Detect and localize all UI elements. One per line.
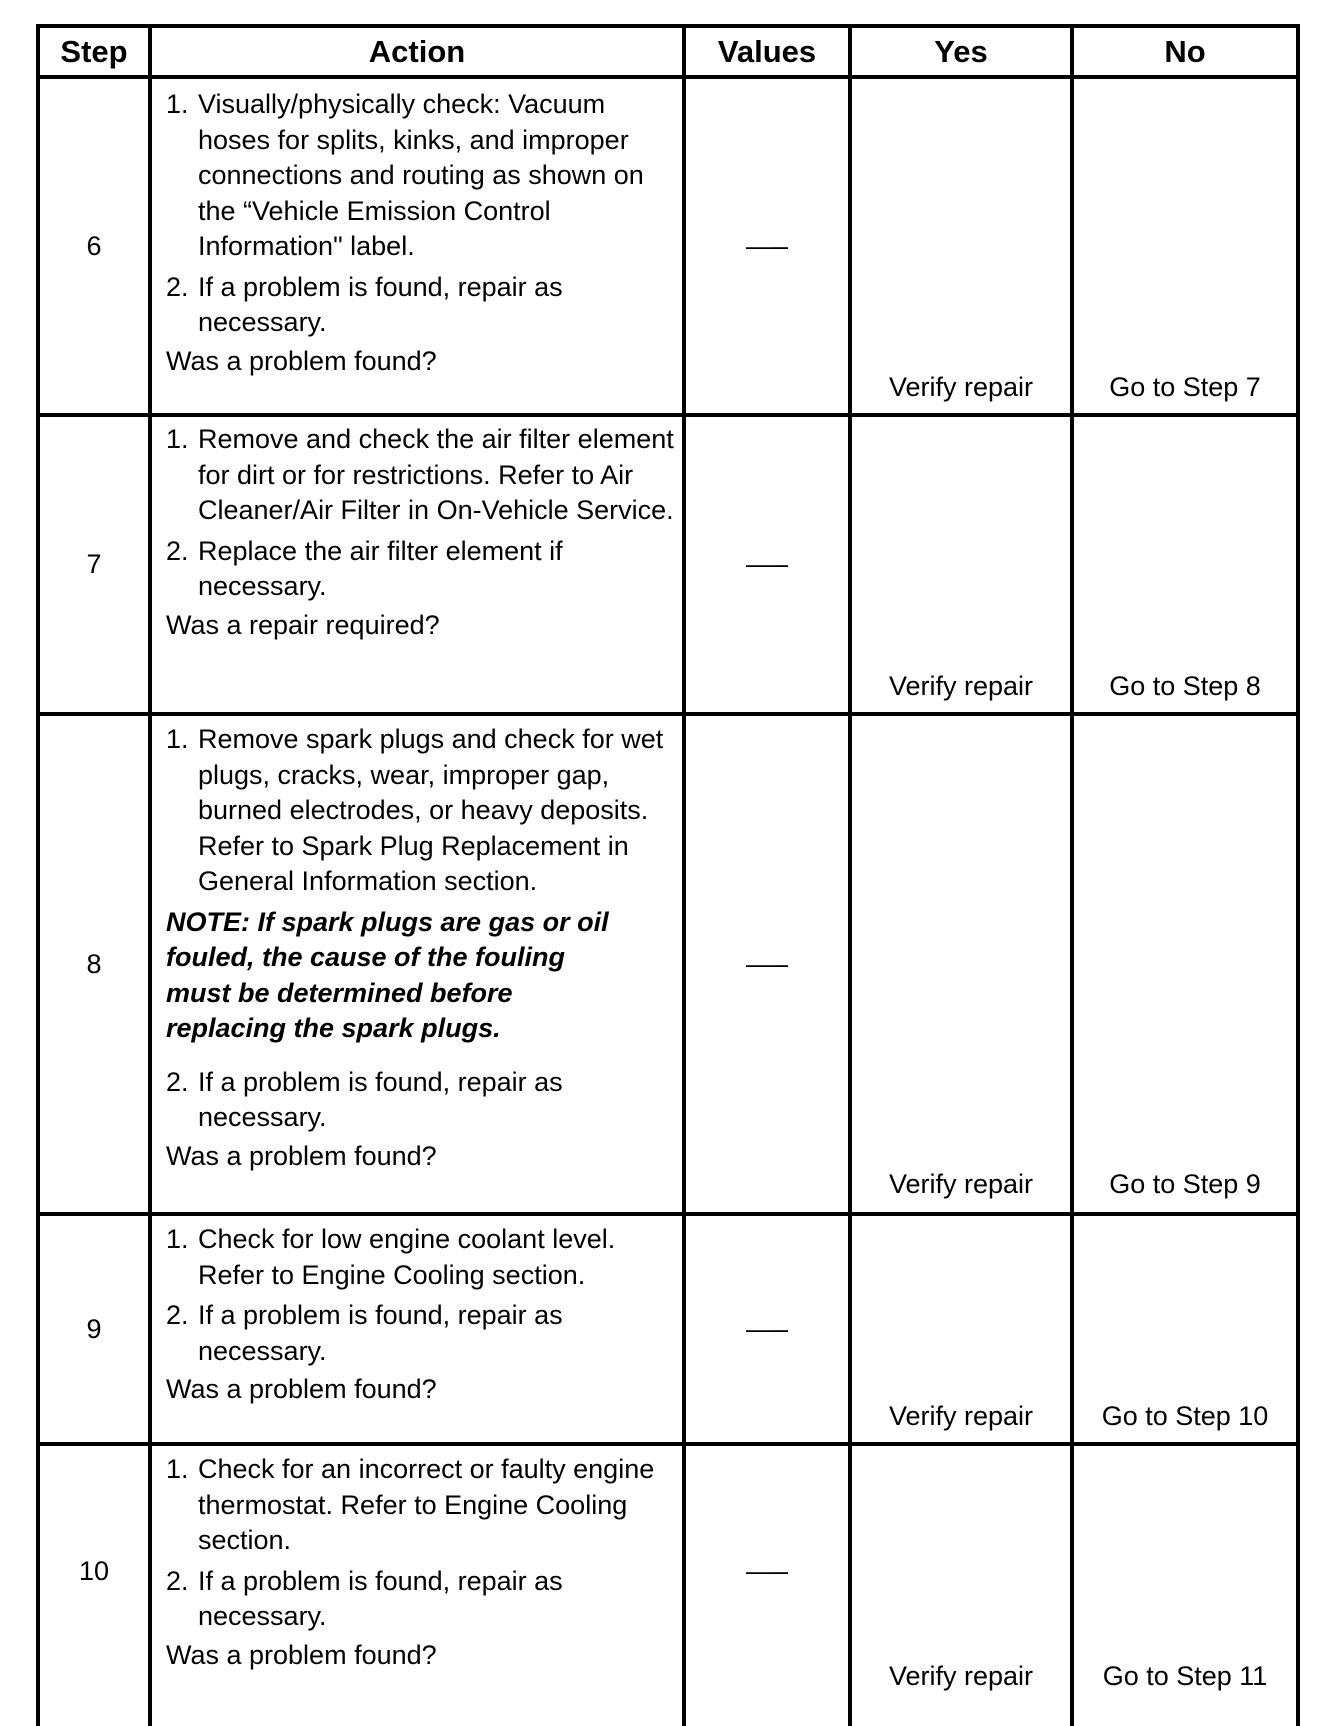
yes-result: Verify repair	[888, 671, 1034, 701]
action-cell	[152, 1222, 682, 1442]
action-cell	[152, 1452, 682, 1722]
item-text: Remove and check the air filter element for dirt or for restrictions. Refer to Air Cleaner/Air Filter in On-Vehicle Service.	[198, 424, 674, 525]
action-cell	[152, 722, 682, 1212]
item-text: If a problem is found, repair as necessary.	[198, 271, 563, 337]
action-item	[166, 722, 674, 900]
action-item	[166, 422, 674, 529]
question-text: Was a problem found?	[166, 1140, 437, 1171]
item-marker: 2.	[166, 1066, 189, 1097]
item-marker: 1.	[166, 424, 189, 454]
question-text: Was a problem found?	[166, 1374, 437, 1404]
no-result: Go to Step 7	[1109, 372, 1261, 402]
step-number: 8	[86, 948, 102, 979]
values-cell: —–	[745, 230, 789, 261]
header-no: No	[1164, 33, 1206, 69]
values-cell: —–	[745, 1555, 789, 1586]
action-item	[166, 1298, 674, 1369]
item-marker: 2.	[166, 1300, 189, 1330]
no-result: Go to Step 10	[1101, 1401, 1269, 1431]
item-marker: 1.	[166, 1454, 189, 1484]
step-number: 10	[78, 1555, 110, 1586]
item-marker: 1.	[166, 89, 189, 119]
item-marker: 2.	[166, 535, 189, 566]
item-text: Check for an incorrect or faulty engine thermostat. Refer to Engine Cooling section.	[198, 1454, 655, 1555]
header-action: Action	[368, 33, 466, 69]
action-item	[166, 87, 674, 265]
no-result: Go to Step 8	[1109, 671, 1261, 701]
header-step: Step	[60, 33, 128, 69]
action-item	[166, 534, 674, 605]
action-item	[166, 1452, 674, 1559]
yes-result: Verify repair	[888, 1169, 1034, 1199]
item-text: Remove spark plugs and check for wet plugs, cracks, wear, improper gap, burned electrodes, or heavy deposits. Refer to Spark Plug Replacement in General Information section.	[198, 724, 664, 896]
item-text: If a problem is found, repair as necessary.	[198, 1300, 563, 1366]
action-cell	[152, 422, 682, 712]
question-text: Was a problem found?	[166, 1639, 437, 1670]
values-cell: —–	[745, 549, 789, 579]
values-cell: —–	[745, 1313, 789, 1344]
step-number: 7	[86, 549, 102, 579]
step-number: 9	[86, 1313, 102, 1344]
diagnostic-table	[36, 24, 1300, 1726]
item-marker: 1.	[166, 1224, 189, 1254]
item-text: Check for low engine coolant level. Refer to Engine Cooling section.	[198, 1224, 616, 1290]
item-text: Replace the air filter element if necessary.	[198, 535, 563, 601]
values-cell: —–	[745, 948, 789, 979]
item-text: If a problem is found, repair as necessary.	[198, 1066, 563, 1132]
item-marker: 2.	[166, 271, 189, 302]
item-marker: 2.	[166, 1565, 189, 1596]
item-text: Visually/physically check: Vacuum hoses for splits, kinks, and improper connections and routing as shown on the “Vehicle Emission Control Information" label.	[198, 89, 644, 261]
question-text: Was a problem found?	[166, 345, 437, 376]
header-values: Values	[717, 33, 817, 69]
header-yes: Yes	[934, 33, 988, 69]
step-number: 6	[86, 230, 102, 261]
yes-result: Verify repair	[888, 372, 1034, 402]
action-item	[166, 270, 674, 341]
action-item	[166, 1564, 674, 1635]
table-border-right	[1296, 24, 1300, 1726]
action-item	[166, 1065, 674, 1136]
note-text: NOTE: If spark plugs are gas or oil fouled, the cause of the fouling must be determined before replacing the spark plugs.	[166, 906, 609, 1043]
question-text: Was a repair required?	[166, 609, 440, 640]
item-marker: 1.	[166, 724, 189, 754]
action-cell	[152, 87, 682, 413]
action-item	[166, 1222, 674, 1293]
yes-result: Verify repair	[888, 1401, 1034, 1431]
no-result: Go to Step 9	[1109, 1169, 1261, 1199]
item-text: If a problem is found, repair as necessary.	[198, 1565, 563, 1631]
yes-result: Verify repair	[888, 1661, 1034, 1691]
no-result: Go to Step 11	[1102, 1661, 1268, 1691]
